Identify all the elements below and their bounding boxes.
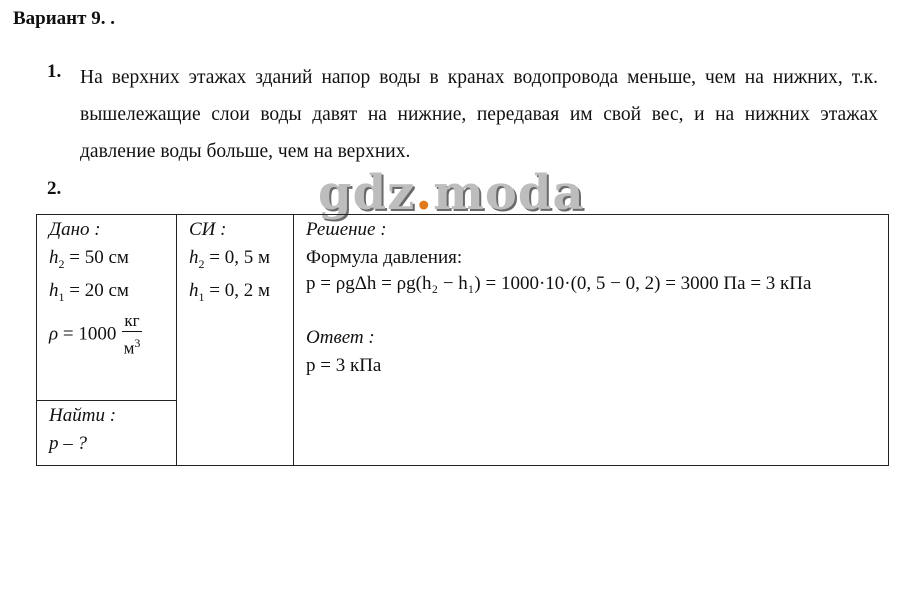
question-1-answer-text: На верхних этажах зданий напор воды в кранах водопровода меньше, чем на нижних, т.к. вышележащие слои воды давят на нижние, передавая им свой вес, и на нижних этажах давление воды больше, чем на верхних.	[80, 67, 878, 162]
question-1-number: 1.	[47, 61, 62, 82]
pressure-formula: p = ρgΔh = ρg(h₂ − h₁) = 1000·10·(0, 5 − 0, 2) = 3000 Па = 3 кПа	[306, 273, 812, 294]
solution-cell	[294, 215, 889, 466]
solution-table	[36, 214, 889, 466]
answer-header: Ответ :	[306, 327, 375, 348]
given-header: Дано :	[49, 219, 101, 240]
watermark-logo: gdz.moda	[318, 165, 585, 221]
si-cell	[177, 215, 294, 466]
given-cell	[37, 215, 177, 401]
given-rho: ρ = 1000 $\frac{кг}{м^3}$	[49, 310, 141, 358]
si-h2: $h_2 = 0$, 5 м	[189, 247, 270, 271]
si-h1: $h_1 = 0$, 2 м	[189, 279, 270, 304]
find-cell	[37, 401, 177, 466]
given-h2: $h_2 = 50$ см	[49, 247, 129, 271]
answer-value: p = 3 кПа	[306, 355, 382, 376]
page-title: Вариант 9. .	[13, 8, 115, 29]
formula-label: Формула давления:	[306, 247, 463, 268]
question-2-number: 2.	[47, 178, 62, 199]
si-header: СИ :	[189, 219, 227, 240]
solution-header: Решение :	[306, 219, 387, 240]
rho-unit-fraction: $\frac{кг}{м^3}$	[123, 310, 141, 358]
given-h1: $h_1 = 20$ см	[49, 279, 129, 304]
find-value: p – ?	[49, 433, 87, 454]
find-header: Найти :	[49, 405, 117, 426]
